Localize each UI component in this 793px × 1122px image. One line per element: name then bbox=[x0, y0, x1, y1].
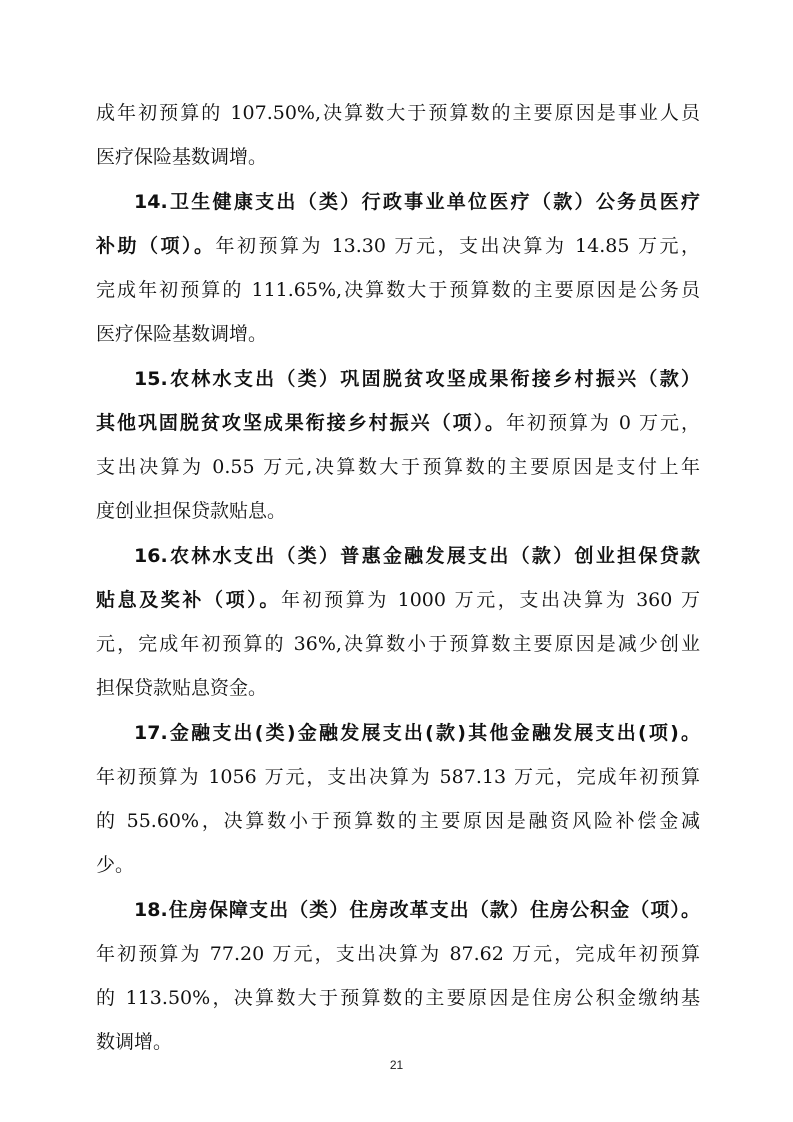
paragraph-14-heading: 14.卫生健康支出（类）行政事业单位医疗（款）公务员医疗 bbox=[134, 191, 700, 213]
paragraph-14-heading-tail: 补助（项）。 bbox=[96, 235, 216, 257]
paragraph-14-line-2 bbox=[96, 224, 700, 268]
paragraph-18-line-2: 年初预算为 77.20 万元，支出决算为 87.62 万元，完成年初预算 bbox=[96, 943, 700, 965]
paragraph-13-line-1: 成年初预算的 107.50%,决算数大于预算数的主要原因是事业人员 bbox=[96, 102, 700, 124]
paragraph-14-line-2-text: 年初预算为 13.30 万元，支出决算为 14.85 万元， bbox=[215, 235, 700, 257]
paragraph-16-heading: 16.农林水支出（类）普惠金融发展支出（款）创业担保贷款 bbox=[134, 545, 700, 567]
paragraph-15-line-4: 度创业担保贷款贴息。 bbox=[96, 500, 287, 522]
paragraph-16-heading-tail: 贴息及奖补（项）。 bbox=[96, 589, 281, 611]
paragraph-16-line-4: 担保贷款贴息资金。 bbox=[96, 677, 268, 699]
paragraph-16-line-2-text: 年初预算为 1000 万元，支出决算为 360 万 bbox=[280, 589, 700, 611]
paragraph-15-line-2 bbox=[96, 401, 700, 445]
paragraph-15-heading-tail: 其他巩固脱贫攻坚成果衔接乡村振兴（项）。 bbox=[96, 412, 507, 434]
paragraph-15-heading: 15.农林水支出（类）巩固脱贫攻坚成果衔接乡村振兴（款） bbox=[134, 368, 700, 390]
paragraph-15-line-2-text: 年初预算为 0 万元， bbox=[506, 412, 700, 434]
paragraph-16-line-3: 元，完成年初预算的 36%,决算数小于预算数主要原因是减少创业 bbox=[96, 633, 700, 655]
paragraph-18-heading: 18.住房保障支出（类）住房改革支出（款）住房公积金（项）。 bbox=[134, 899, 700, 921]
paragraph-18-line-3: 的 113.50%，决算数大于预算数的主要原因是住房公积金缴纳基 bbox=[96, 987, 700, 1009]
paragraph-17-line-2: 年初预算为 1056 万元，支出决算为 587.13 万元，完成年初预算 bbox=[96, 766, 700, 788]
paragraph-17-line-4: 少。 bbox=[96, 854, 135, 876]
paragraph-14-line-3: 完成年初预算的 111.65%,决算数大于预算数的主要原因是公务员 bbox=[96, 279, 700, 301]
paragraph-15-line-3: 支出决算为 0.55 万元,决算数大于预算数的主要原因是支付上年 bbox=[96, 456, 700, 478]
paragraph-17-line-3: 的 55.60%，决算数小于预算数的主要原因是融资风险补偿金减 bbox=[96, 810, 700, 832]
page-number: 21 bbox=[389, 1058, 404, 1072]
paragraph-16-line-2 bbox=[96, 578, 700, 622]
paragraph-14-line-4: 医疗保险基数调增。 bbox=[96, 323, 268, 345]
paragraph-18-line-4: 数调增。 bbox=[96, 1031, 173, 1053]
paragraph-17-heading: 17.金融支出(类)金融发展支出(款)其他金融发展支出(项)。 bbox=[134, 722, 700, 744]
paragraph-13-line-2: 医疗保险基数调增。 bbox=[96, 146, 268, 168]
